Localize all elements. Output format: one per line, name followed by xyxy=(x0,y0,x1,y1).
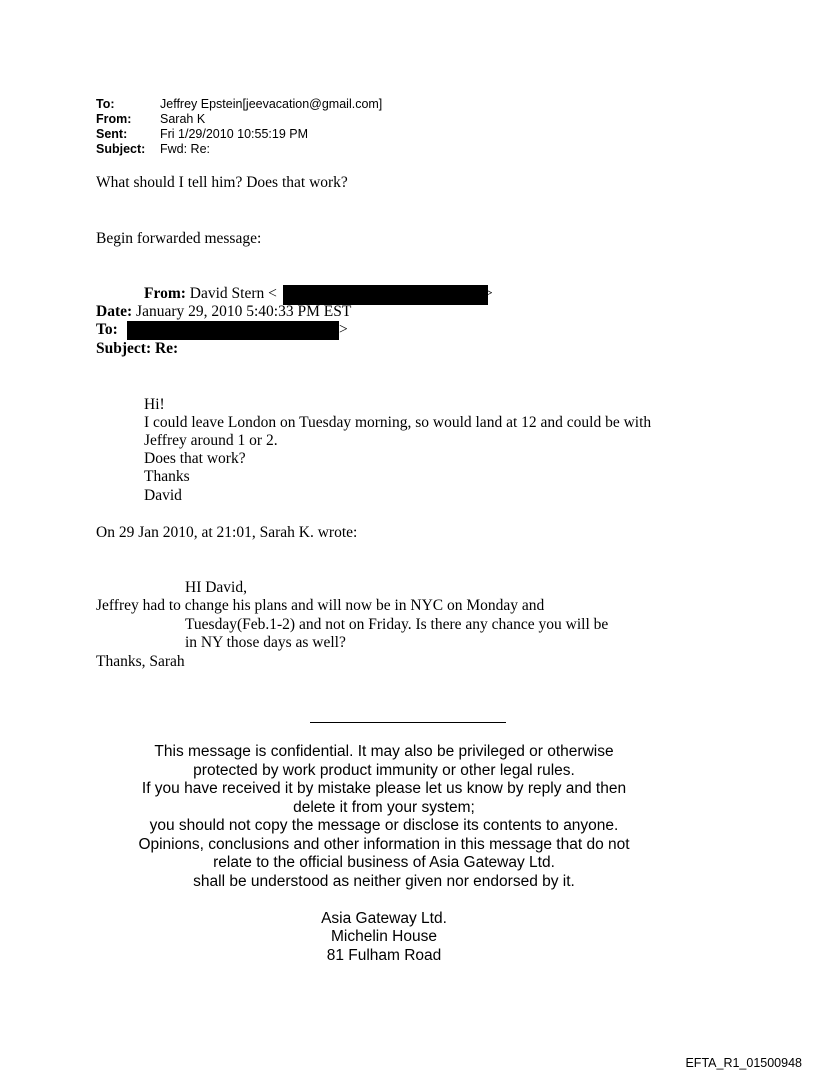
reply-line: David xyxy=(144,487,182,504)
fwd-subject-row xyxy=(96,340,178,358)
quote-attribution: On 29 Jan 2010, at 21:01, Sarah K. wrote: xyxy=(96,524,358,541)
disclaimer-line: you should not copy the message or disclose its contents to anyone. xyxy=(149,817,619,834)
redaction-bar xyxy=(127,321,339,340)
company-name: Asia Gateway Ltd. xyxy=(321,910,447,927)
reply-line: Does that work? xyxy=(144,450,246,467)
company-address-line: Michelin House xyxy=(331,928,437,945)
fwd-to-label: To: xyxy=(96,321,118,338)
quote-line: Tuesday(Feb.1-2) and not on Friday. Is there any chance you will be xyxy=(185,616,609,633)
document-id: EFTA_R1_01500948 xyxy=(685,1056,802,1070)
quote-line: in NY those days as well? xyxy=(185,634,346,651)
fwd-date-label: Date: xyxy=(96,303,133,320)
sent-value: Fri 1/29/2010 10:55:19 PM xyxy=(160,127,309,141)
disclaimer-line: If you have received it by mistake please let us know by reply and then xyxy=(141,780,627,797)
sent-label: Sent: xyxy=(96,127,128,141)
subject-value: Fwd: Re: xyxy=(160,142,211,156)
disclaimer-line: Opinions, conclusions and other information in this message that do not xyxy=(138,836,630,853)
disclaimer-line: protected by work product immunity or other legal rules. xyxy=(193,762,575,779)
quote-signoff: Thanks, Sarah xyxy=(96,653,185,670)
fwd-from-row xyxy=(144,285,277,303)
message-line: What should I tell him? Does that work? xyxy=(96,174,348,191)
to-label: To: xyxy=(96,97,115,111)
fwd-to-row xyxy=(96,321,118,339)
fwd-subject-value: Re: xyxy=(154,340,179,357)
disclaimer-line: This message is confidential. It may also be privileged or otherwise xyxy=(154,743,614,760)
redaction-bar xyxy=(283,285,488,305)
reply-line: Thanks xyxy=(144,468,190,485)
fwd-subject-label: Subject: xyxy=(96,340,152,357)
reply-line: Jeffrey around 1 or 2. xyxy=(144,432,278,449)
fwd-from-value: David Stern < xyxy=(189,285,277,302)
subject-label: Subject: xyxy=(96,142,146,156)
from-label: From: xyxy=(96,112,132,126)
disclaimer-line: relate to the official business of Asia Gateway Ltd. xyxy=(213,854,555,871)
fwd-to-close: > xyxy=(339,321,348,338)
to-value: Jeffrey Epstein[jeevacation@gmail.com] xyxy=(160,97,383,111)
quote-greeting: HI David, xyxy=(185,579,247,596)
forward-intro: Begin forwarded message: xyxy=(96,230,262,247)
fwd-date-value: January 29, 2010 5:40:33 PM EST xyxy=(136,303,352,320)
fwd-date-row xyxy=(96,303,351,321)
disclaimer-line: delete it from your system; xyxy=(293,799,475,816)
company-address-line: 81 Fulham Road xyxy=(326,947,442,964)
from-value: Sarah K xyxy=(160,112,206,126)
separator-rule xyxy=(310,722,506,723)
fwd-from-label: From: xyxy=(144,285,186,302)
quote-line: Jeffrey had to change his plans and will now be in NYC on Monday and xyxy=(96,597,545,614)
reply-line: Hi! xyxy=(144,396,165,413)
disclaimer-line: shall be understood as neither given nor endorsed by it. xyxy=(193,873,575,890)
fwd-from-close: > xyxy=(484,285,493,302)
reply-line: I could leave London on Tuesday morning, so would land at 12 and could be with xyxy=(144,414,652,431)
